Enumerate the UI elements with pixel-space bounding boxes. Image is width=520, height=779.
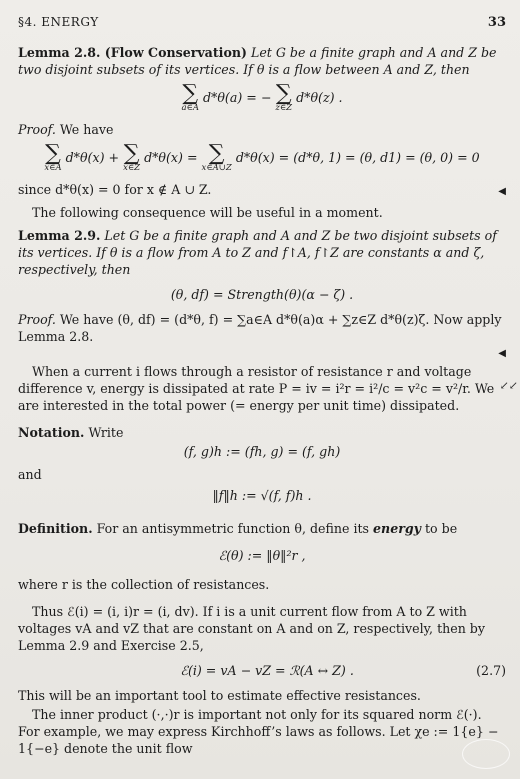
sum-over-a: ∑ a∈A: [181, 81, 199, 113]
proof-2-end: [18, 345, 506, 357]
notation-label: Notation.: [18, 425, 85, 440]
proof-2-label: Proof.: [18, 312, 56, 327]
equation-number: (2.7): [476, 663, 506, 678]
notation-text: Write: [88, 425, 124, 440]
definition-label: Definition.: [18, 521, 93, 536]
lemma-2-9-statement: Let G be a finite graph and A and Z be two disjoint subsets of its vertices. If θ is a flow from A to Z and f↾A, f↾Z are constants α and ζ, respectively, then: [18, 228, 497, 277]
consequence-text: The following consequence will be useful in a moment.: [32, 205, 383, 220]
page-number: 33: [487, 15, 506, 30]
watermark-stamp: [462, 739, 510, 769]
proof-1-text: We have: [59, 122, 114, 137]
proof-1-eq-part3: d*θ(x) = (d*θ, 1) = (θ, d1) = (θ, 0) = 0: [235, 150, 480, 165]
definition-where: where r is the collection of resistances.: [18, 577, 270, 592]
proof-1: [18, 121, 506, 138]
qed-marker: ◀: [498, 186, 506, 197]
sum-x-in-a-union-z: ∑ x∈A∪Z: [201, 141, 232, 173]
equation-2-7: ℰ(i) = vA − vZ = ℛ(A ↔ Z) .: [180, 663, 354, 678]
thus-paragraph: Thus ℰ(i) = (i, i)r = (i, dv). If i is a unit current flow from A to Z with voltages vA and vZ that are constant on A and on Z, respectively, then by Lemma 2.9 and Exercise 2.5,: [18, 604, 485, 653]
lemma-2-9-title: Lemma 2.9.: [18, 228, 101, 243]
lemma-2-8-eq-lhs: d*θ(a) = −: [202, 90, 272, 105]
lemma-2-8-title: Lemma 2.8. (Flow Conservation): [18, 45, 247, 60]
lemma-2-9-equation: (θ, df) = Strength(θ)(α − ζ) .: [170, 287, 354, 302]
qed-marker: ◀: [498, 348, 506, 359]
proof-1-label: Proof.: [18, 122, 56, 137]
lemma-2-8-equation: [18, 81, 506, 113]
notation-equation-2: ‖f‖h := √(f, f)h .: [212, 488, 312, 503]
sum-x-in-z: ∑ x∈Z: [123, 141, 141, 173]
margin-checkmarks: ↙↙: [499, 379, 518, 392]
sum-over-z: ∑ z∈Z: [275, 81, 293, 113]
lemma-2-8-eq-rhs: d*θ(z) .: [296, 90, 343, 105]
definition: [18, 520, 506, 537]
energy-paragraph: When a current i flows through a resistor of resistance r and voltage difference v, energy is dissipated at rate P = iv = i²r = i²/c = v²c = v²/r. We are interested in the total power (= energy per unit time) dissipated.: [18, 364, 495, 413]
notation-and: and: [18, 467, 42, 482]
proof-2: [18, 311, 506, 345]
definition-text-before: For an antisymmetric function θ, define its: [96, 521, 370, 536]
proof-1-conclusion: [18, 181, 506, 200]
lemma-2-8: [18, 44, 506, 78]
inner-product-paragraph: The inner product (·,·)r is important not only for its squared norm ℰ(·). For example, we may express Kirchhoff’s laws as follows. Let χe := 1{e} − 1{−e} denote the unit flow: [18, 707, 499, 756]
proof-1-since: since d*θ(x) = 0 for x ∉ A ∪ Z.: [18, 182, 212, 197]
section-header: §4. ENERGY: [18, 15, 99, 29]
notation-equation-1: (f, g)h := (fh, g) = (f, gh): [183, 444, 341, 459]
proof-1-equation: [18, 141, 506, 173]
proof-2-text: We have (θ, df) = (d*θ, f) = ∑a∈A d*θ(a)α + ∑z∈Z d*θ(z)ζ. Now apply Lemma 2.8.: [18, 312, 502, 344]
notation: [18, 424, 506, 441]
definition-term: energy: [373, 521, 421, 536]
tool-text: This will be an important tool to estimate effective resistances.: [18, 688, 421, 703]
proof-1-eq-part2: d*θ(x) =: [144, 150, 198, 165]
definition-text-after: to be: [425, 521, 458, 536]
page-header: [18, 14, 506, 34]
equation-2-7-row: [18, 662, 506, 679]
lemma-2-8-statement: Let G be a finite graph and A and Z be two disjoint subsets of its vertices. If θ is a flow between A and Z, then: [18, 45, 497, 77]
proof-1-eq-part1: d*θ(x) +: [65, 150, 120, 165]
energy-definition-equation: ℰ(θ) := ‖θ‖²r ,: [218, 548, 306, 563]
lemma-2-9: [18, 227, 506, 278]
sum-x-in-a: ∑ x∈A: [44, 141, 62, 173]
